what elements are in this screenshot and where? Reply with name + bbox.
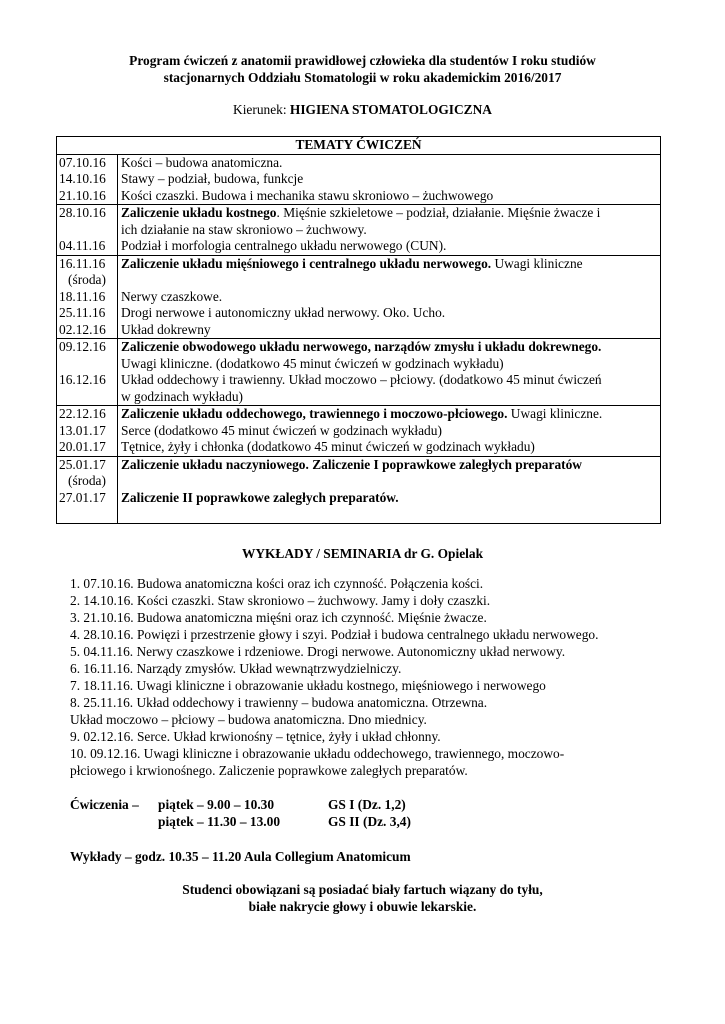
schedule-group [57,154,661,205]
schedule-topics [118,456,661,523]
schedule-date: 04.11.16 [59,238,106,253]
direction-label: Kierunek: [233,102,290,117]
schedule-date: 20.01.17 [59,439,106,454]
schedule-topic-line [121,406,657,423]
schedule-topic-line [121,423,657,440]
schedule-topic-line [121,389,657,406]
practice-slot-1-group: GS I (Dz. 1,2) [328,797,406,812]
topic-text: Uwagi kliniczne [491,255,583,271]
schedule-topic-line [121,289,657,306]
schedule-topic-line [121,171,657,188]
schedule-topic-line [121,238,657,255]
schedule-topic-line [121,188,657,205]
schedule-topics [118,154,661,205]
schedule-topic-line [121,339,657,356]
schedule-date: (środa) [68,272,106,287]
lectures-heading: WYKŁADY / SEMINARIA dr G. Opielak [241,546,484,561]
topic-text: Układ dokrewny [121,321,211,337]
schedule-date [59,222,115,239]
schedule-topic-line [121,155,657,172]
practice-slot-1-time: piątek – 9.00 – 10.30 [158,797,275,812]
lecture-item: 10. 09.12.16. Uwagi kliniczne i obrazowanie układu oddechowego, trawiennego, moczowo- [70,746,565,761]
schedule-heading: TEMATY ĆWICZEŃ [57,137,661,155]
topic-text: Tętnice, żyły i chłonka (dodatkowo 45 minut ćwiczeń w godzinach wykładu) [121,439,535,454]
schedule-group [57,456,661,523]
schedule-dates [57,255,118,339]
notice-line-2: białe nakrycie głowy i obuwie lekarskie. [248,899,477,914]
schedule-date: 21.10.16 [59,187,106,203]
schedule-topic-line [121,322,657,339]
schedule-date [59,389,115,406]
schedule-group [57,205,661,256]
direction-line [0,101,725,118]
dress-code-notice [0,881,725,915]
lecture-time: Wykłady – godz. 10.35 – 11.20 Aula Collegium Anatomicum [70,849,411,864]
schedule-group [57,339,661,406]
notice-line-1: Studenci obowiązani są posiadać biały fartuch wiązany do tyłu, [182,882,543,897]
schedule-date: 25.11.16 [59,305,106,320]
practice-slot-2-time: piątek – 11.30 – 13.00 [158,814,281,829]
topic-bold-text: Zaliczenie układu oddechowego, trawiennego i moczowo-płciowego. [121,406,508,421]
schedule-topics [118,255,661,339]
schedule-date: 22.12.16 [59,406,106,421]
schedule-topic-line [121,272,657,289]
schedule-date: 13.01.17 [59,422,106,438]
direction-value: HIGIENA STOMATOLOGICZNA [289,102,492,117]
schedule-topic-line [121,205,657,222]
schedule-dates [57,339,118,406]
schedule-dates [57,406,118,457]
schedule-date: 16.12.16 [59,372,106,387]
title-line-2: stacjonarnych Oddziału Stomatologii w roku akademickim 2016/2017 [163,70,562,85]
schedule-date: (środa) [68,473,106,488]
topic-text: Serce (dodatkowo 45 minut ćwiczeń w godzinach wykładu) [121,422,442,438]
lecture-item: 5. 04.11.16. Nerwy czaszkowe i rdzeniowe. Drogi nerwowe. Autonomiczny układ nerwowy. [70,644,566,659]
topic-bold-text: Zaliczenie układu naczyniowego. Zaliczenie I poprawkowe zaległych preparatów [121,456,582,472]
schedule-topic-line [121,506,657,523]
topic-text: Nerwy czaszkowe. [121,288,223,304]
topic-text: Kości czaszki. Budowa i mechanika stawu skroniowo – żuchwowego [121,187,494,203]
lecture-item: 7. 18.11.16. Uwagi kliniczne i obrazowanie układu kostnego, mięśniowego i nerwowego [70,678,546,693]
lectures-list [70,575,670,779]
schedule-topics [118,205,661,256]
topic-text: Podział i morfologia centralnego układu nerwowego (CUN). [121,238,447,253]
schedule-topic-line [121,356,657,373]
topic-text: Uwagi kliniczne. [507,406,603,421]
lecture-item: 3. 21.10.16. Budowa anatomiczna mięśni oraz ich czynność. Mięśnie żwacze. [70,610,487,625]
schedule-topics [118,339,661,406]
schedule-date [59,506,115,523]
schedule-topic-line [121,305,657,322]
topic-text: Uwagi kliniczne. (dodatkowo 45 minut ćwiczeń w godzinach wykładu) [121,355,504,371]
practice-slot-2-group: GS II (Dz. 3,4) [328,814,411,829]
lecture-item: 8. 25.11.16. Układ oddechowy i trawienny – budowa anatomiczna. Otrzewna. [70,695,488,710]
topic-bold-text: Zaliczenie II poprawkowe zaległych preparatów. [121,489,399,505]
schedule-topic-line [121,222,657,239]
schedule-header-row [57,137,661,155]
title-line-1: Program ćwiczeń z anatomii prawidłowej człowieka dla studentów I roku studiów [129,53,596,68]
schedule-date: 27.01.17 [59,489,106,505]
schedule-topics [118,406,661,457]
schedule-topic-line [121,256,657,273]
practice-label-spacer [70,813,158,830]
topic-text: Układ oddechowy i trawienny. Układ moczowo – płciowy. (dodatkowo 45 minut ćwiczeń [121,372,602,387]
lecture-item: 4. 28.10.16. Powięzi i przestrzenie głowy i szyi. Podział i budowa centralnego układu nerwowego. [70,627,599,642]
topic-text: w godzinach wykładu) [121,388,243,404]
schedule-topic-line [121,490,657,507]
schedule-date: 25.01.17 [59,456,106,472]
topic-bold-text: Zaliczenie obwodowego układu nerwowego, narządów zmysłu i układu dokrewnego. [121,339,602,354]
schedule-date: 16.11.16 [59,255,106,271]
topic-text: ich działanie na staw skroniowo – żuchwowy. [121,221,367,237]
practice-row-1 [70,796,411,813]
topic-text: Stawy – podział, budowa, funkcje [121,171,304,186]
schedule-date: 02.12.16 [59,321,106,337]
schedule-dates [57,456,118,523]
lecture-item: płciowego i krwionośnego. Zaliczenie poprawkowe zaległych preparatów. [70,763,468,778]
schedule-dates [57,154,118,205]
schedule-group [57,406,661,457]
lecture-item: 6. 16.11.16. Narządy zmysłów. Układ wewnątrzwydzielniczy. [70,661,402,676]
schedule-table [56,136,661,524]
schedule-date: 14.10.16 [59,171,106,186]
document-title [0,52,725,86]
schedule-topic-line [121,439,657,456]
practice-row-2 [70,813,411,830]
practice-schedule [70,796,411,830]
schedule-date [59,356,115,373]
schedule-date: 09.12.16 [59,339,106,354]
topic-bold-text: Zaliczenie układu mięśniowego i centralnego układu nerwowego. [121,255,492,271]
schedule-date: 28.10.16 [59,205,106,220]
topic-bold-text: Zaliczenie układu kostnego [121,205,277,220]
lecture-item: Układ moczowo – płciowy – budowa anatomiczna. Dno miednicy. [70,712,427,727]
schedule-group [57,255,661,339]
schedule-topic-line [121,457,657,474]
practice-label: Ćwiczenia – [70,797,139,812]
schedule-date: 18.11.16 [59,288,106,304]
lecture-item: 9. 02.12.16. Serce. Układ krwionośny – tętnice, żyły i układ chłonny. [70,729,441,744]
schedule-topic-line [121,372,657,389]
lecture-item: 1. 07.10.16. Budowa anatomiczna kości oraz ich czynność. Połączenia kości. [70,576,484,591]
schedule-topic-line [121,473,657,490]
lecture-item: 2. 14.10.16. Kości czaszki. Staw skroniowo – żuchwowy. Jamy i doły czaszki. [70,593,491,608]
schedule-date: 07.10.16 [59,154,106,170]
topic-text: Drogi nerwowe i autonomiczny układ nerwowy. Oko. Ucho. [121,305,446,320]
topic-text: . Mięśnie szkieletowe – podział, działanie. Mięśnie żwacze i [276,205,601,220]
topic-text: Kości – budowa anatomiczna. [121,154,283,170]
schedule-dates [57,205,118,256]
